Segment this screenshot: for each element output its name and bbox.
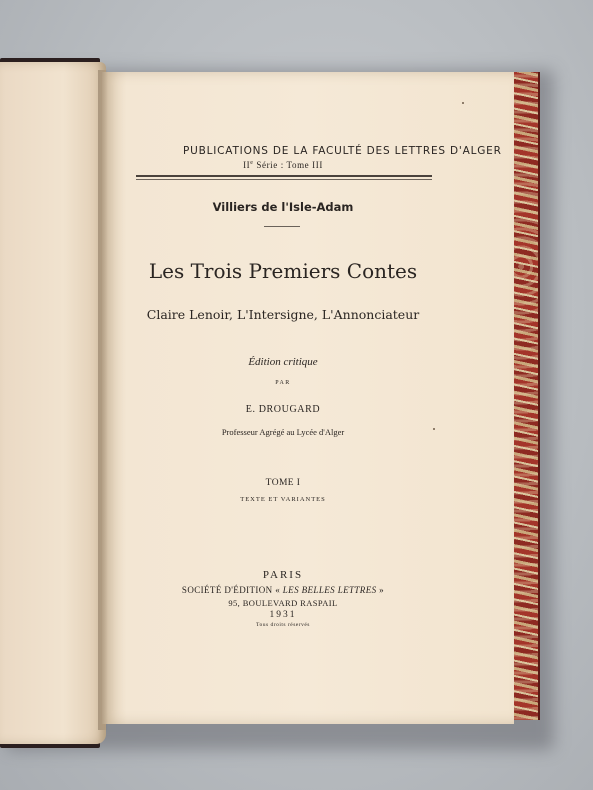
- tome-number: TOME I: [265, 478, 301, 488]
- editor-name: E. DROUGARD: [245, 404, 321, 415]
- publisher-series-line: PUBLICATIONS DE LA FACULTÉ DES LETTRES D'ALGER: [183, 145, 502, 157]
- double-rule-thin: [136, 179, 432, 180]
- tome-content: TEXTE ET VARIANTES: [240, 496, 326, 503]
- series-tome-line: [183, 160, 383, 170]
- left-blank-page: [0, 62, 106, 744]
- publisher-name: LES BELLES LETTRES: [282, 585, 377, 595]
- book-title: Les Trois Premiers Contes: [148, 259, 418, 283]
- paper-speck: [462, 102, 464, 104]
- book-subtitle: Claire Lenoir, L'Intersigne, L'Annonciateur: [146, 307, 420, 322]
- double-rule-thick: [136, 175, 432, 177]
- series-rest: Série : Tome III: [253, 160, 323, 170]
- editor-role: Professeur Agrégé au Lycée d'Alger: [221, 427, 345, 437]
- rights-notice: Tous droits réservés: [256, 622, 310, 628]
- publisher-line: [163, 585, 403, 595]
- publisher-address: 95, BOULEVARD RASPAIL: [228, 598, 338, 608]
- short-divider: [264, 226, 300, 227]
- marbled-endpaper-edge: [510, 72, 540, 720]
- publisher-prefix: SOCIÉTÉ D'ÉDITION «: [181, 585, 283, 595]
- publisher-suffix: »: [376, 585, 385, 595]
- publication-city: PARIS: [262, 569, 304, 581]
- publication-year: 1931: [269, 610, 297, 620]
- par-label: PAR: [275, 380, 291, 386]
- edition-label: Édition critique: [248, 356, 318, 368]
- series-superscript: e: [250, 160, 254, 166]
- author-name: Villiers de l'Isle-Adam: [212, 200, 354, 214]
- paper-speck: [433, 428, 435, 430]
- series-roman-numeral: II: [243, 160, 251, 170]
- page-gutter-shadow: [98, 70, 108, 730]
